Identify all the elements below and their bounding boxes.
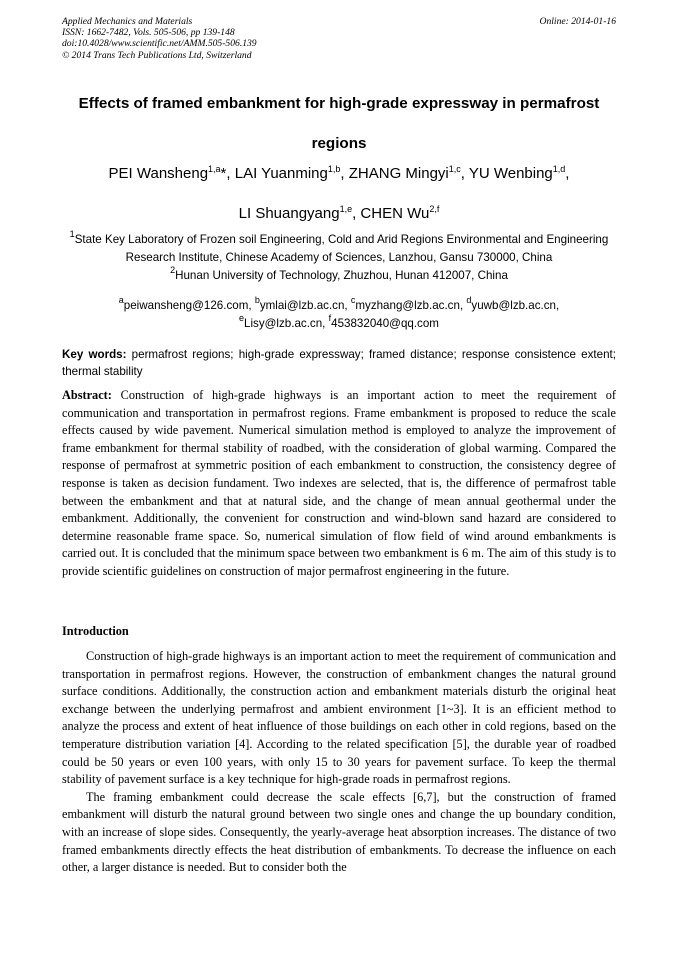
- author-affil-sup: 1,a: [208, 164, 221, 174]
- introduction-body: [62, 648, 616, 877]
- author-sep: ,: [460, 165, 469, 182]
- paragraph: The framing embankment could decrease the scale effects [6,7], but the construction of framed embankment will disturb the natural ground between two single ones and change the up boundary condition, with an increase of slope sides. Consequently, the yearly-average heat absorption increases. The distance of two framed embankments directly effects the heat distribution of embankments. To decrease the influence on each other, a larger distance is needed. But to consider both the: [62, 789, 616, 875]
- affiliation-text: Hunan University of Technology, Zhuzhou, Hunan 412007, China: [175, 269, 508, 282]
- email-sep: ,: [322, 317, 329, 330]
- email-address[interactable]: Lisy@lzb.ac.cn: [244, 317, 323, 330]
- journal-name: Applied Mechanics and Materials: [62, 16, 193, 27]
- author-name: YU Wenbing: [468, 165, 553, 182]
- author-name: LI Shuangyang: [238, 205, 340, 222]
- affiliation-number: 1: [69, 229, 75, 239]
- email-sup: c: [350, 295, 356, 305]
- affiliation-number: 2: [170, 265, 176, 275]
- author-sep: *,: [220, 165, 235, 182]
- email-sup: a: [118, 295, 124, 305]
- author-name: LAI Yuanming: [234, 165, 328, 182]
- email-address[interactable]: yuwb@lzb.ac.cn: [471, 299, 556, 312]
- email-sup: b: [254, 295, 260, 305]
- affiliations: [62, 231, 616, 333]
- author-affil-sup: 2,f: [429, 204, 440, 214]
- introduction-heading: Introduction: [62, 624, 129, 638]
- author-sep: ,: [565, 165, 570, 182]
- online-date: Online: 2014-01-16: [539, 16, 616, 27]
- affiliation-2: [62, 267, 616, 285]
- author-name: ZHANG Mingyi: [348, 165, 449, 182]
- doi-line[interactable]: doi:10.4028/www.scientific.net/AMM.505-506.139: [62, 38, 257, 50]
- author-affil-sup: 1,e: [339, 204, 353, 214]
- issn-line: ISSN: 1662-7482, Vols. 505-506, pp 139-148: [62, 27, 235, 39]
- author-name: CHEN Wu: [360, 205, 430, 222]
- keywords: [62, 346, 616, 380]
- email-sep: ,: [344, 299, 351, 312]
- author-line-1: [62, 154, 616, 194]
- keywords-label: Key words:: [62, 348, 127, 361]
- paper-title: Effects of framed embankment for high-grade expressway in permafrost regions: [78, 95, 600, 152]
- author-affil-sup: 1,c: [448, 164, 461, 174]
- author-line-2: [62, 194, 616, 234]
- journal-header: [62, 16, 616, 61]
- email-sep: ,: [556, 299, 560, 312]
- abstract-text: Construction of high-grade highways is an important action to meet the requirement of communication and transportation in permafrost regions. Frame embankment is proposed to reduce the scale effects caused by wide pavement. Numerical simulation method is employed to analyze the improvement of frame embankment for thermal stability of roadbed, with the consideration of global warming. Compared the response of permafrost at symmetric position of each embankment to construction, the consistency degree of response is taken as decision fundament. Two indexes are selected, that is, the difference of permafrost table between the embankment and that at natural side, and the change of mean annual geothermal under the embankment. Additionally, the convenient for construction and wind-blown sand hazard are considered to determine reasonable frame space. So, numerical simulation of flow field of wind around embankments is carried out. It is concluded that the minimum space between two embankment is 6 m. The aim of this study is to provide scientific guidelines on construction of major permafrost engineering in the future.: [62, 388, 616, 578]
- email-sup: e: [239, 313, 245, 323]
- paragraph: Construction of high-grade highways is an important action to meet the requirement of communication and transportation in permafrost regions. However, the construction of embankment changes the natural ground surface conditions. Additionally, the construction action and embankment materials disturb the original heat exchange between the underlying permafrost and ambient environment [1~3]. It is an efficient method to analyze the process and extent of heat influence of those buildings on each other in cold regions, based on the temperature distribution variation [4]. According to the related specification [5], the durable year of roadbed could be 50 years or even 100 years, with only 15 to 30 years for pavement surface. To keep the thermal stability of pavement surface is a key technique for high-grade roads in permafrost regions.: [62, 649, 616, 787]
- author-sep: ,: [340, 165, 349, 182]
- email-address[interactable]: 453832040@qq.com: [331, 317, 439, 330]
- abstract-label: Abstract:: [62, 388, 112, 402]
- email-address[interactable]: peiwansheng@126.com: [123, 299, 249, 312]
- email-sup: d: [466, 295, 472, 305]
- affiliation-text: State Key Laboratory of Frozen soil Engineering, Cold and Arid Regions Environmental and Engineering Research Institute, Chinese Academy of Sciences, Lanzhou, Gansu 730000, China: [74, 233, 609, 264]
- copyright-line: © 2014 Trans Tech Publications Ltd, Switzerland: [62, 49, 252, 61]
- email-address[interactable]: myzhang@lzb.ac.cn: [355, 299, 460, 312]
- author-affil-sup: 1,d: [552, 164, 566, 174]
- author-list: [62, 154, 616, 234]
- email-address[interactable]: ymlai@lzb.ac.cn: [259, 299, 345, 312]
- email-sup: f: [328, 313, 332, 323]
- email-list: [62, 297, 616, 333]
- affiliation-1: [62, 231, 616, 267]
- email-sep: ,: [248, 299, 255, 312]
- keywords-text: permafrost regions; high-grade expressway; framed distance; response consistence extent; thermal stability: [62, 348, 616, 378]
- email-sep: ,: [459, 299, 467, 312]
- author-name: PEI Wansheng: [108, 165, 209, 182]
- author-sep: ,: [352, 205, 361, 222]
- author-affil-sup: 1,b: [327, 164, 341, 174]
- abstract: [62, 387, 616, 581]
